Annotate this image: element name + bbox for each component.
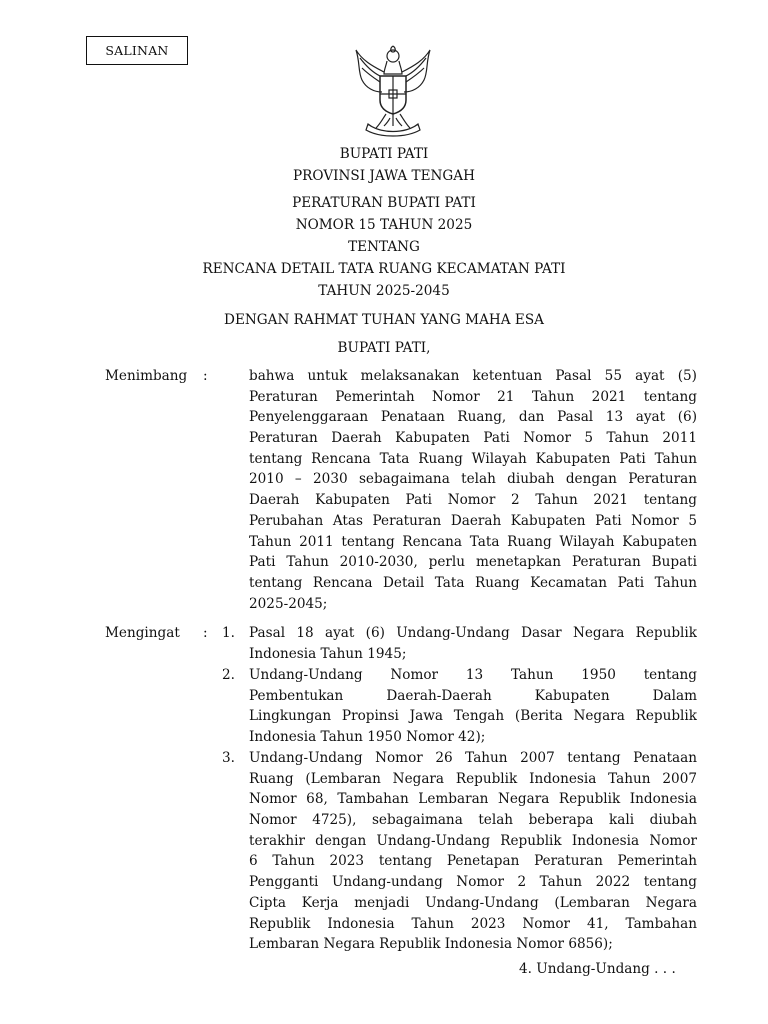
text-line: 6 Tahun 2023 tentang Penetapan Peraturan Pemerintah	[249, 853, 697, 870]
mengingat-item-number: 3.	[222, 750, 235, 766]
text-line: Republik Indonesia Tahun 2023 Nomor 41, Tambahan	[249, 915, 697, 932]
invocation: DENGAN RAHMAT TUHAN YANG MAHA ESA	[224, 312, 544, 328]
regulation-title: PERATURAN BUPATI PATI	[292, 195, 476, 211]
text-line: Pati Tahun 2010-2030, perlu menetapkan Peraturan Bupati	[249, 554, 697, 571]
mengingat-item-text	[249, 623, 697, 664]
text-line: Pembentukan Daerah-Daerah Kabupaten Dalam	[249, 687, 697, 704]
regulation-period: TAHUN 2025-2045	[318, 283, 450, 299]
text-line: Peraturan Pemerintah Nomor 21 Tahun 2021 tentang	[249, 388, 697, 405]
salinan-stamp: SALINAN	[86, 36, 188, 65]
text-line: Pasal 18 ayat (6) Undang-Undang Dasar Negara Republik	[249, 625, 697, 641]
regulation-subject: RENCANA DETAIL TATA RUANG KECAMATAN PATI	[202, 261, 566, 277]
regulation-about: TENTANG	[348, 239, 420, 255]
text-line: Indonesia Tahun 1950 Nomor 42);	[249, 729, 486, 746]
enacting-authority: BUPATI PATI,	[337, 340, 431, 356]
text-line: 2025-2045;	[249, 595, 328, 612]
text-line: Tahun 2011 tentang Rencana Tata Ruang Wilayah Kabupaten	[249, 533, 697, 550]
text-line: Pengganti Undang-undang Nomor 2 Tahun 2022 tentang	[249, 874, 697, 891]
header-regent: BUPATI PATI	[339, 146, 429, 162]
text-line: Lembaran Negara Republik Indonesia Nomor 6856);	[249, 936, 613, 953]
regulation-number: NOMOR 15 TAHUN 2025	[295, 217, 473, 233]
text-line: terakhir dengan Undang-Undang Republik Indonesia Nomor	[249, 832, 697, 849]
menimbang-colon: :	[203, 368, 208, 384]
mengingat-item-number: 2.	[222, 667, 235, 683]
text-line: tentang Rencana Tata Ruang Wilayah Kabupaten Pati Tahun	[249, 450, 697, 467]
menimbang-label: Menimbang	[105, 368, 188, 384]
menimbang-text	[249, 366, 697, 614]
garuda-emblem-icon	[350, 42, 436, 138]
text-line: Lingkungan Propinsi Jawa Tengah (Berita Negara Republik	[249, 708, 697, 725]
text-line: Cipta Kerja menjadi Undang-Undang (Lembaran Negara	[249, 894, 697, 911]
text-line: Nomor 4725), sebagaimana telah beberapa kali diubah	[249, 812, 697, 829]
mengingat-label: Mengingat	[105, 625, 180, 641]
text-line: Daerah Kabupaten Pati Nomor 2 Tahun 2021 tentang	[249, 492, 697, 509]
mengingat-colon: :	[203, 625, 208, 641]
text-line: Ruang (Lembaran Negara Republik Indonesia Tahun 2007	[249, 770, 697, 787]
text-line: Peraturan Daerah Kabupaten Pati Nomor 5 Tahun 2011	[249, 430, 697, 447]
text-line: bahwa untuk melaksanakan ketentuan Pasal 55 ayat (5)	[249, 368, 697, 384]
text-line: Indonesia Tahun 1945;	[249, 645, 407, 662]
text-line: 2010 – 2030 sebagaimana telah diubah dengan Peraturan	[249, 471, 697, 488]
text-line: Undang-Undang Nomor 13 Tahun 1950 tentang	[249, 667, 697, 683]
catchword: 4. Undang-Undang . . .	[519, 961, 676, 977]
mengingat-item-number: 1.	[222, 625, 235, 641]
text-line: Nomor 68, Tambahan Lembaran Negara Republik Indonesia	[249, 791, 697, 808]
text-line: Perubahan Atas Peraturan Daerah Kabupaten Pati Nomor 5	[249, 512, 697, 529]
header-province: PROVINSI JAWA TENGAH	[293, 168, 475, 184]
text-line: Undang-Undang Nomor 26 Tahun 2007 tentang Penataan	[249, 750, 697, 766]
mengingat-item-text	[249, 748, 697, 955]
text-line: Penyelenggaraan Penataan Ruang, dan Pasal 13 ayat (6)	[249, 409, 697, 426]
mengingat-item-text	[249, 665, 697, 748]
text-line: tentang Rencana Detail Tata Ruang Kecamatan Pati Tahun	[249, 574, 697, 591]
